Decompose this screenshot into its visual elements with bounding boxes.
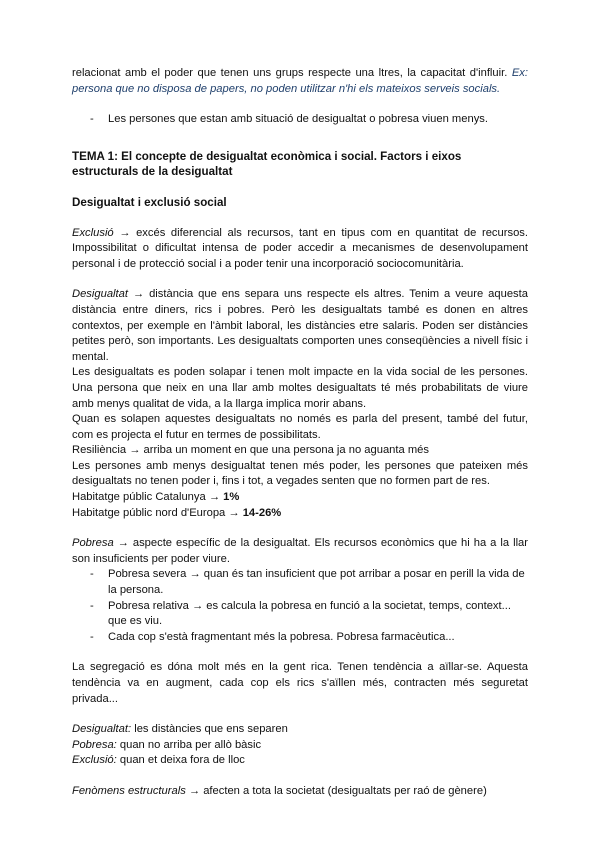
document-page: [72, 66, 528, 800]
intro-bullet-list: [72, 112, 528, 128]
segregacio-paragraph: La segregació es dóna molt més en la gent rica. Tenen tendència a aïllar-se. Aquesta tendència va en augment, cada cop els rics s'aïllen més, contracten més seguretat privada...: [72, 661, 528, 705]
pobresa-term: Pobresa →: [72, 537, 129, 550]
resiliencia-line: Resiliència → arriba un moment en que una persona ja no aguanta més: [72, 444, 429, 457]
fenomens-line: Fenòmens estructurals → afecten a tota la societat (desigualtats per raó de gènere): [72, 784, 487, 797]
habitatge-catalunya: Habitatge públic Catalunya → 1%: [72, 491, 240, 504]
list-item: - Les persones que estan amb situació de desigualtat o pobresa viuen menys.: [90, 113, 488, 126]
summary-line: Exclusió: quan et deixa fora de lloc: [72, 754, 245, 767]
exclusio-definition: Exclusió → excés diferencial als recursos, tant en tipus com en quantitat de recursos. Impossibilitat o dificultat intensa de poder accedir a mecanismes de desenvolupament personal i de protecció social i a poder tenir una incorporació sociocomunitària.: [72, 226, 528, 270]
desigualtat-definition: Desigualtat → distància que ens separa uns respecte els altres. Tenim a veure aquesta distància entre diners, rics i pobres. Però les desigualtats també es donen en altres contextos, per exemple en l'àmbit laboral, les distàncies etre salaris. Poden ser distàncies petites però, son importants. Les desigualtats comporten unes conseqüències a nivell físic i mental.: [72, 288, 528, 363]
example-text: persona que no disposa de papers, no poden utilitzar n'hi els mateixos serveis socials.: [72, 82, 501, 95]
summary-line: Desigualtat: les distàncies que ens separen: [72, 723, 288, 736]
desigualtat-term: Desigualtat →: [72, 288, 145, 301]
paragraph: Quan es solapen aquestes desigualtats no només es parla del present, també del futur, com es projecta el futur en termes de possibilitats.: [72, 413, 528, 441]
intro-paragraph: [72, 66, 528, 97]
tema-title: TEMA 1: El concepte de desigualtat econòmica i social. Factors i eixos estructurals de la desigualtat: [72, 149, 462, 179]
exclusio-term: Exclusió →: [72, 226, 131, 239]
intro-line-1: relacionat amb el poder que tenen uns grups respecte una ltres, la capacitat d'influir.: [72, 67, 508, 79]
pobresa-list: [72, 567, 528, 645]
paragraph: Les desigualtats es poden solapar i tenen molt impacte en la vida social de les persones. Una persona que neix en una llar amb moltes desigualtats té més probabilitats de viure amb menys qualitat de vida, a la llarga implica morir abans.: [72, 366, 528, 410]
list-item: - Pobresa relativa → es calcula la pobresa en funció a la societat, temps, context... que es viu.: [90, 599, 511, 628]
paragraph: Les persones amb menys desigualtat tenen més poder, les persones que pateixen més desigualtats no tenen poder i, fins i tot, a vegades senten que no formen part de res.: [72, 459, 528, 488]
example-label: Ex:: [511, 67, 528, 79]
list-item: - Pobresa severa → quan és tan insuficient que pot arribar a posar en perill la vida de la persona.: [90, 568, 525, 597]
pobresa-definition: Pobresa → aspecte específic de la desigualtat. Els recursos econòmics que hi ha a la llar son insuficients per poder viure.: [72, 537, 528, 565]
section-title: Desigualtat i exclusió social: [72, 195, 227, 209]
summary-block: [72, 722, 528, 769]
summary-line: Pobresa: quan no arriba per allò bàsic: [72, 738, 262, 751]
habitatge-nord-europa: Habitatge públic nord d'Europa → 14-26%: [72, 506, 282, 519]
list-item: - Cada cop s'està fragmentant més la pobresa. Pobresa farmacèutica...: [90, 630, 455, 643]
